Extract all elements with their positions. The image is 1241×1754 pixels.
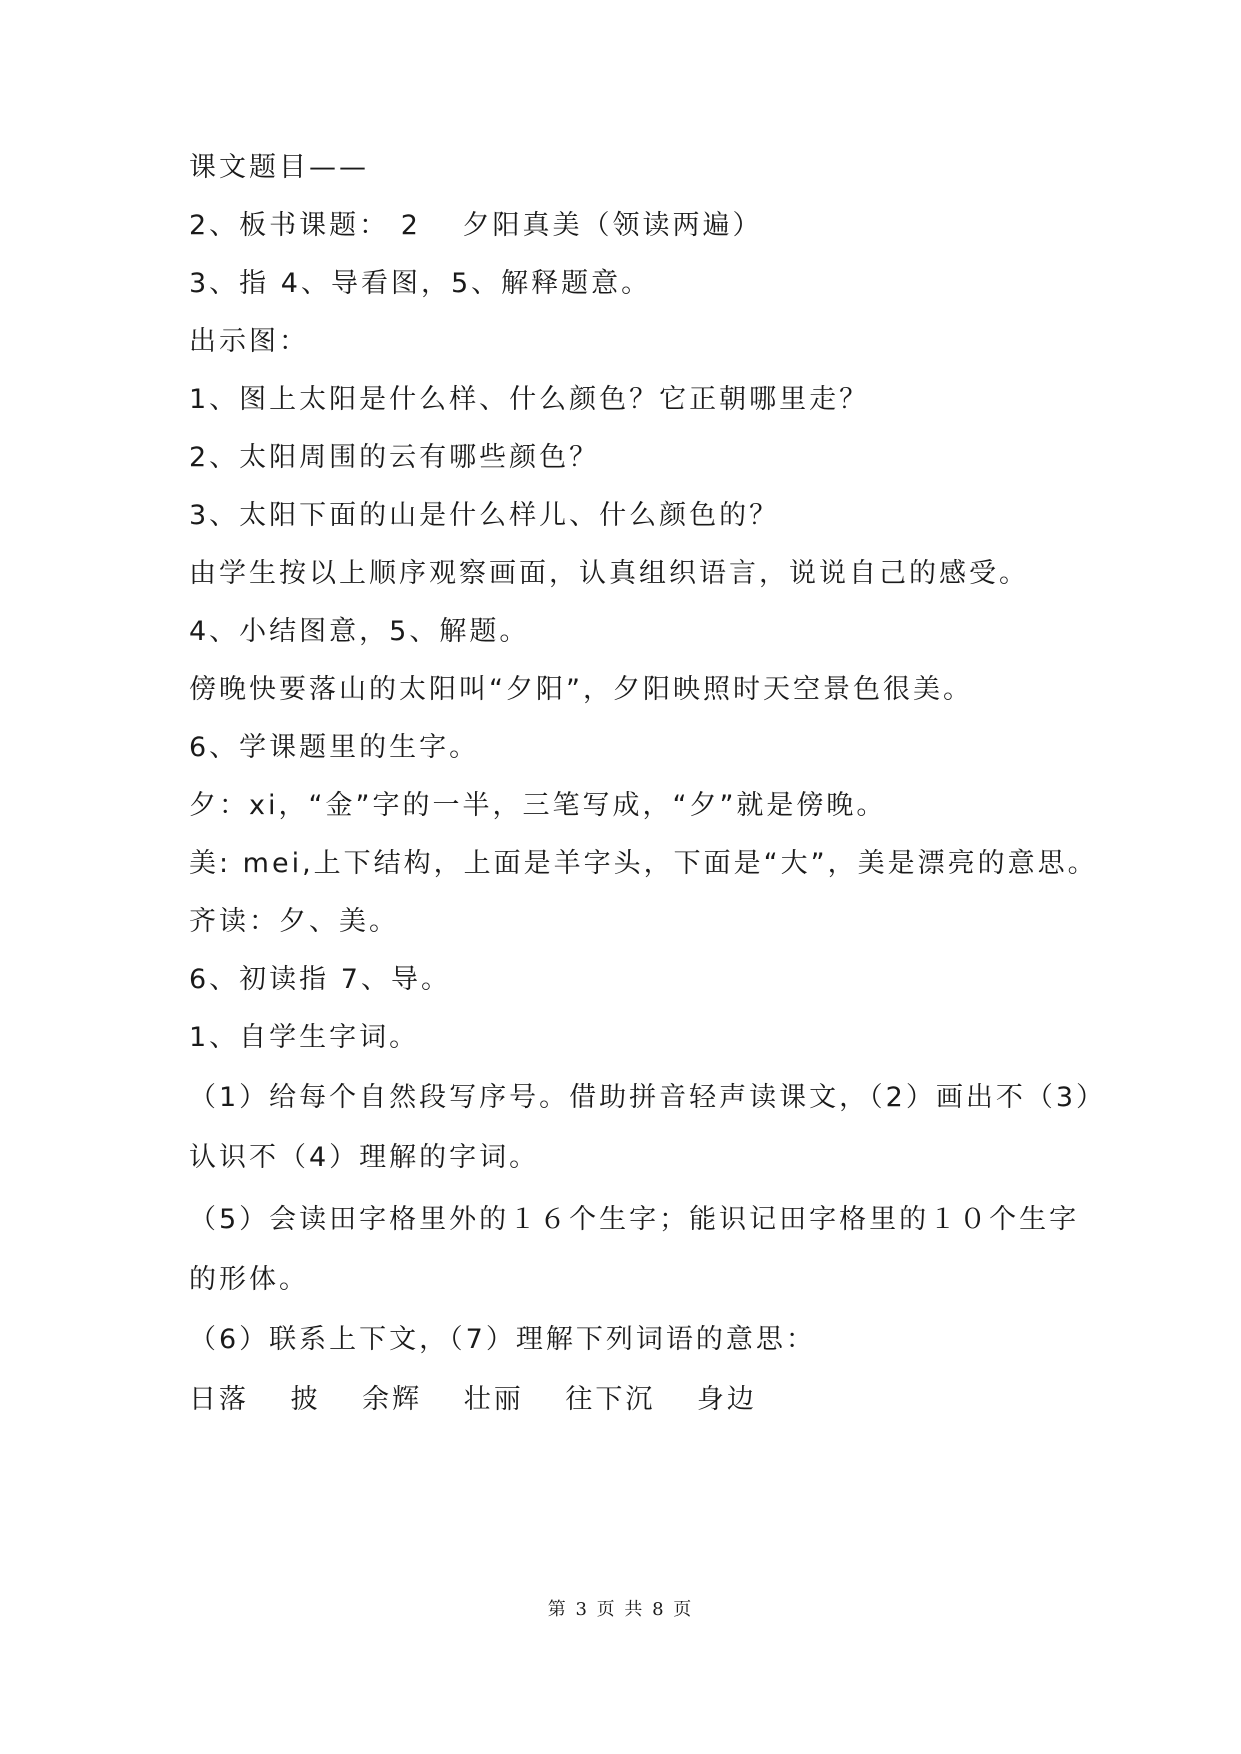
text-line: 由学生按以上顺序观察画面，认真组织语言，说说自己的感受。 — [189, 558, 1029, 589]
text-line: （1）给每个自然段写序号。借助拼音轻声读课文，（2）画出不（3） — [189, 1082, 1107, 1113]
text-line: 的形体。 — [189, 1264, 309, 1295]
text-line: 3、指 4、导看图，5、解释题意。 — [189, 268, 652, 299]
text-line: 6、初读指 7、导。 — [189, 964, 451, 995]
text-line: 1、自学生字词。 — [189, 1022, 420, 1053]
text-line: 齐读：夕、美。 — [189, 906, 399, 937]
text-line: 3、太阳下面的山是什么样儿、什么颜色的？ — [189, 500, 780, 531]
text-line: 认识不（4）理解的字词。 — [189, 1142, 540, 1173]
text-line: （5）会读田字格里外的１６个生字；能识记田字格里的１０个生字 — [189, 1204, 1080, 1235]
text-line: 出示图： — [189, 326, 309, 357]
text-line: 夕：xi，“金”字的一半，三笔写成，“夕”就是傍晚。 — [189, 790, 887, 821]
text-line: 日落 披 余辉 壮丽 往下沉 身边 — [189, 1384, 757, 1415]
text-line: 2、板书课题： 2 夕阳真美（领读两遍） — [189, 210, 763, 241]
text-line: 6、学课题里的生字。 — [189, 732, 480, 763]
text-line: 傍晚快要落山的太阳叫“夕阳”，夕阳映照时天空景色很美。 — [189, 674, 973, 705]
text-line: （6）联系上下文，（7）理解下列词语的意思： — [189, 1324, 816, 1355]
page-footer: 第 3 页 共 8 页 — [547, 1599, 694, 1620]
text-line: 2、太阳周围的云有哪些颜色？ — [189, 442, 600, 473]
text-line: 1、图上太阳是什么样、什么颜色？它正朝哪里走？ — [189, 384, 870, 415]
text-line: 4、小结图意，5、解题。 — [189, 616, 530, 647]
text-line: 课文题目—— — [189, 152, 369, 183]
text-line: 美: mei,上下结构，上面是羊字头，下面是“大”，美是漂亮的意思。 — [189, 848, 1098, 879]
